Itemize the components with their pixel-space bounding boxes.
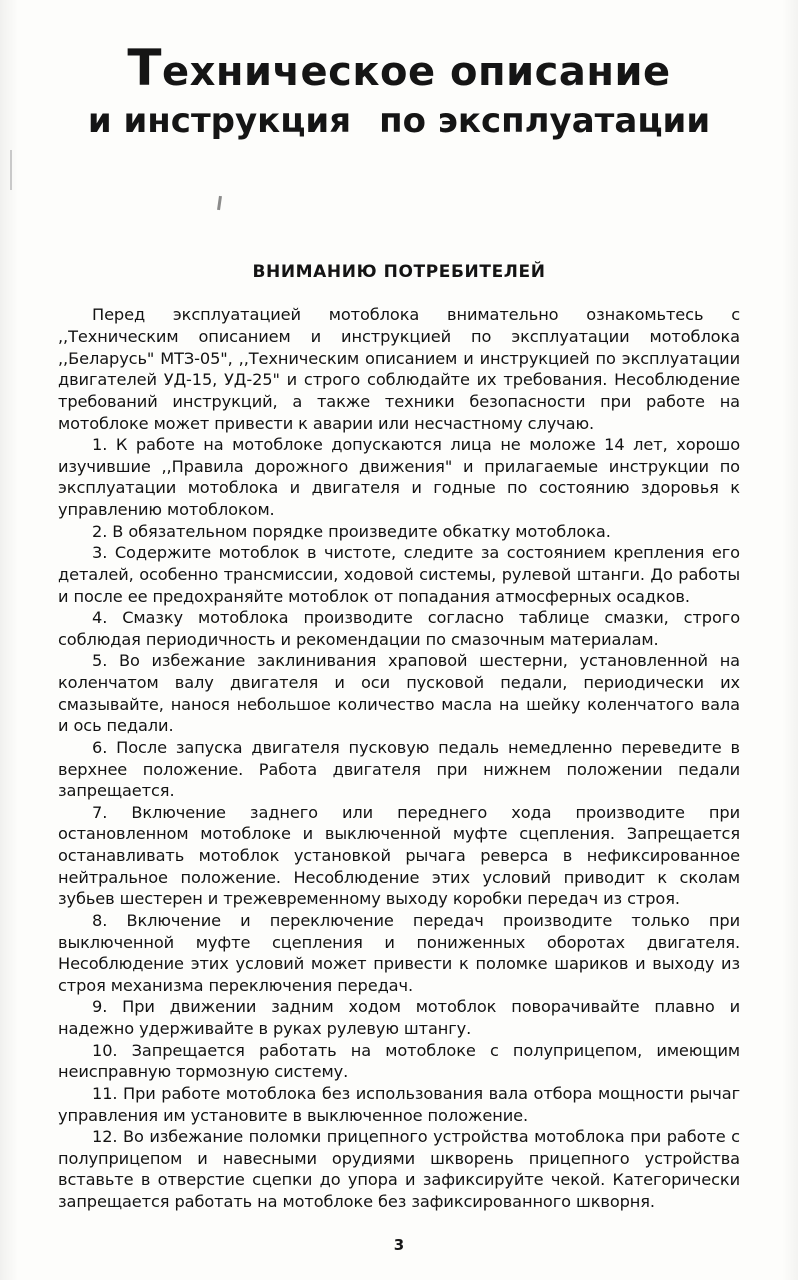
paragraph-item-5: 5. Во избежание заклинивания храповой шестерни, установленной на коленчатом валу двигателя и оси пусковой педали, периодически их смазывайте, нанося небольшое количество масла на шейку коленчатого вала и ось педали. (58, 651, 740, 736)
title-line-2-part-2: по эксплуатации (379, 101, 711, 141)
paragraph-item-9: 9. При движении задним ходом мотоблок поворачивайте плавно и надежно удерживайте в руках рулевую штангу. (58, 997, 740, 1039)
scan-artifact-mark (217, 196, 222, 210)
paragraph-item-10: 10. Запрещается работать на мотоблоке с полуприцепом, имеющим неисправную тормозную систему. (58, 1040, 740, 1082)
document-title-line-2 (58, 103, 740, 140)
scan-artifact-line (10, 150, 12, 190)
document-body (58, 304, 740, 1212)
paragraph-item-2: 2. В обязательном порядке произведите обкатку мотоблока. (92, 521, 611, 541)
paragraph-item-4: 4. Смазку мотоблока производите согласно таблице смазки, строго соблюдая периодичность и рекомендации по смазочным материалам. (58, 608, 740, 649)
paragraph-item-7: 7. Включение заднего или переднего хода производите при остановленном мотоблоке и выключенной муфте сцепления. Запрещается останавливать мотоблок установкой рычага реверса в нефиксированное нейтральное положение. Несоблюдение этих условий приводит к сколам зубьев шестерен и трежевременному выходу коробки передач из строя. (58, 802, 740, 909)
paragraph-intro: Перед эксплуатацией мотоблока внимательно ознакомьтесь с ,,Техническим описанием и инструкцией по эксплуатации мотоблока ,,Беларусь" МТЗ-05", ,,Техническим описанием и инструкцией по эксплуатации двигателей УД-15, УД-25" и строго соблюдайте их требования. Несоблюдение требований инструкций, а также техники безопасности при работе на мотоблоке может привести к аварии или несчастному случаю. (58, 305, 740, 433)
document-title-block (58, 39, 740, 141)
scan-edge-right (782, 0, 798, 1280)
paragraph-item-3: 3. Содержите мотоблок в чистоте, следите за состоянием крепления его деталей, особенно трансмиссии, ходовой системы, рулевой штанги. До работы и после ее предохраняйте мотоблок от попадания атмосферных осадков. (58, 543, 740, 606)
paragraph-item-8: 8. Включение и переключение передач производите только при выключенной муфте сцепления и пониженных оборотах двигателя. Несоблюдение этих условий может привести к поломке шариков и выходу из строя механизма переключения передач. (58, 910, 740, 995)
page-number: 3 (393, 1236, 405, 1254)
title-drop-cap: Т (127, 39, 162, 97)
document-title-line-1 (58, 39, 740, 97)
section-heading: ВНИМАНИЮ ПОТРЕБИТЕЛЕЙ (252, 262, 546, 283)
paragraph-item-1: 1. К работе на мотоблоке допускаются лица не моложе 14 лет, хорошо изучившие ,,Правила дорожного движения" и прилагаемые инструкции по эксплуатации мотоблока и двигателя и годные по состоянию здоровья к управлению мотоблоком. (58, 435, 740, 520)
paragraph-item-6: 6. После запуска двигателя пусковую педаль немедленно переведите в верхнее положение. Работа двигателя при нижнем положении педали запрещается. (58, 737, 740, 801)
scan-edge-left (0, 0, 18, 1280)
title-line-2-part-1: и инструкция (87, 101, 352, 141)
paragraph-item-11: 11. При работе мотоблока без использования вала отбора мощности рычаг управления им установите в выключенное положение. (58, 1083, 740, 1125)
title-line-1-rest: ехническое описание (161, 49, 671, 95)
paragraph-item-12: 12. Во избежание поломки прицепного устройства мотоблока при работе с полуприцепом и навесными орудиями шкворень прицепного устройства вставьте в отверстие сцепки до упора и зафиксируйте чекой. Категорически запрещается работать на мотоблоке без зафиксированного шкворня. (58, 1127, 740, 1212)
